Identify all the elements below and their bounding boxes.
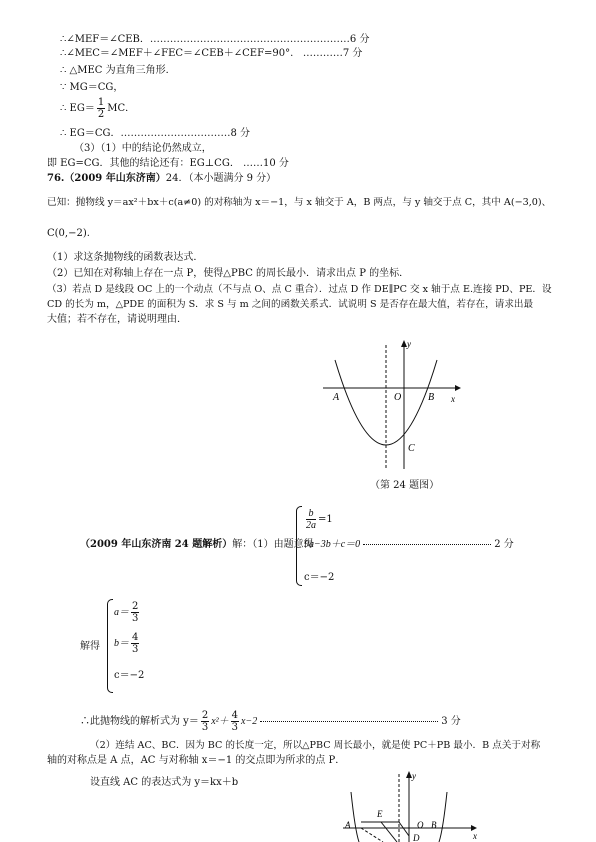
segment-DE (381, 822, 397, 842)
label-A: A (345, 820, 351, 830)
answer-c: c＝−2 (114, 670, 145, 681)
parabola-figure-solution (335, 770, 485, 842)
system-eq-3: c＝−2 (304, 572, 335, 583)
label-y: y (412, 771, 416, 781)
system-eq-2: 9a−3b＋c＝0 2 分 (304, 539, 514, 550)
proof-line-8: 即 EG=CG．其他的结论还有：EG⊥CG． ……10 分 (47, 158, 289, 169)
system-brace (296, 506, 302, 586)
label-A: A (333, 392, 340, 403)
question-3-line-1: （3）若点 D 是线段 OC 上的一个动点（不与点 O、点 C 重合）．过点 D 作 DE∥PC 交 x 轴于点 E.连接 PD、PE．设 (47, 284, 552, 295)
parabola-result: ∴此抛物线的解析式为 y＝ $\frac{2}{3}$ x²＋ $\frac{4}{3}$ x−2 3 分 (80, 710, 461, 733)
system-eq-1: $\frac{b}{2a}$ =1 (306, 508, 333, 531)
solve-label: 解得 (80, 641, 100, 652)
part2-line-1: （2）连结 AC、BC．因为 BC 的长度一定，所以△PBC 周长最小，就是使 PC＋PB 最小．B 点关于对称 (90, 740, 541, 751)
label-C: C (408, 443, 415, 454)
label-x: x (451, 394, 455, 404)
part2-line-2: 轴的对称点是 A 点，AC 与对称轴 x＝−1 的交点即为所求的点 P． (47, 755, 346, 766)
proof-line-6: ∴ EG＝CG．……………………………8 分 (60, 128, 251, 139)
proof-line-4: ∵ MG＝CG， (60, 82, 124, 93)
proof-line-1: ∴∠MEF＝∠CEB．……………………………………………………6 分 (60, 34, 370, 45)
x-axis-arrow (455, 385, 461, 391)
label-O: O (394, 392, 402, 403)
parabola-right-branch (439, 792, 447, 842)
label-B: B (428, 392, 435, 403)
answer-a: a＝ $\frac{2}{3}$ (114, 601, 139, 624)
label-x: x (473, 831, 477, 841)
parabola-figure-24 (315, 335, 465, 475)
figure-caption: （第 24 题图） (370, 480, 440, 491)
problem-title: 76.（2009 年山东济南）24．（本小题满分 9 分） (47, 173, 277, 184)
solution-intro: （2009 年山东济南 24 题解析）解：（1）由题意得 (80, 539, 314, 550)
label-E: E (377, 809, 383, 819)
segment-AC (361, 828, 383, 842)
proof-line-2: ∴∠MEC＝∠MEF＋∠FEC＝∠CEB＋∠CEF=90°. …………7 分 (60, 48, 363, 59)
parabola-left-branch (351, 792, 359, 842)
answer-brace (107, 599, 113, 693)
problem-given-2: C(0,−2). (47, 228, 90, 239)
label-D: D (413, 833, 420, 842)
problem-given-1: 已知：抛物线 y＝ax²＋bx＋c(a≠0) 的对称轴为 x＝−1，与 x 轴交于 A，B 两点，与 y 轴交于点 C，其中 A(−3,0)、 (47, 197, 552, 208)
proof-line-5: ∴ EG＝ $\frac{1}{2}$ MC． (60, 97, 136, 120)
question-2: （2）已知在对称轴上存在一点 P，使得△PBC 的周长最小．请求出点 P 的坐标． (47, 268, 410, 279)
question-3-line-2: CD 的长为 m，△PDE 的面积为 S．求 S 与 m 之间的函数关系式．试说明 S 是否存在最大值，若存在，请求出最 (47, 299, 534, 310)
segment-PD (399, 822, 409, 836)
question-1: （1）求这条抛物线的函数表达式． (47, 252, 204, 263)
label-O: O (417, 820, 424, 830)
label-y: y (407, 339, 411, 349)
label-B: B (431, 820, 437, 830)
part3-line: 设直线 AC 的表达式为 y＝kx＋b (90, 777, 239, 788)
proof-line-7: （3）（1）中的结论仍然成立， (74, 143, 212, 154)
answer-b: b＝ $\frac{4}{3}$ (114, 632, 139, 655)
proof-line-3: ∴ △MEC 为直角三角形． (60, 65, 176, 76)
question-3-line-3: 大值；若不存在，请说明理由． (47, 314, 187, 325)
